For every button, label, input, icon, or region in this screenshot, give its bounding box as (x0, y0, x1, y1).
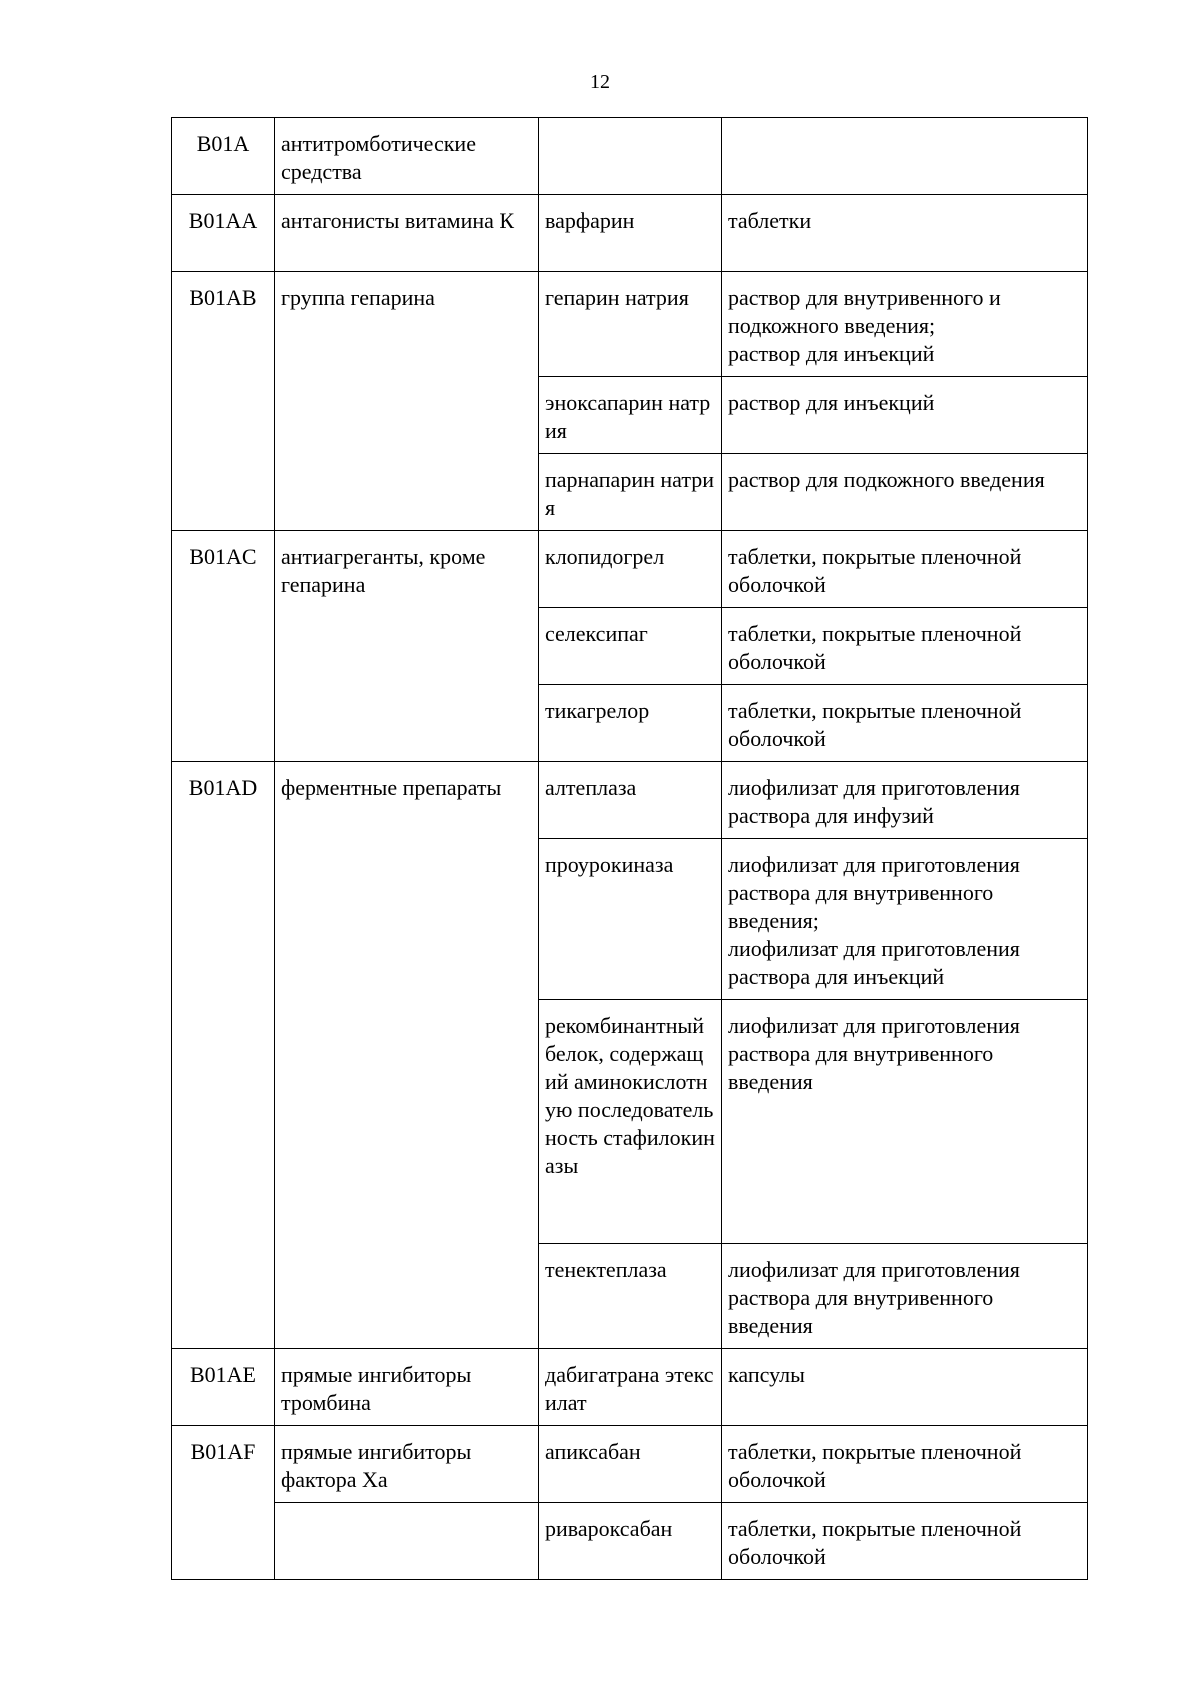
drug-name: парнапарин натрия (539, 454, 722, 531)
drug-name: ривароксабан (539, 1503, 722, 1580)
drug-name: гепарин натрия (539, 272, 722, 377)
atc-code: B01AB (172, 272, 275, 531)
drug-name: эноксапарин натрия (539, 377, 722, 454)
dosage-form: таблетки, покрытые пленочной оболочкой (722, 531, 1088, 608)
group-name: прямые ингибиторы тромбина (275, 1349, 539, 1426)
group-name: антагонисты витамина К (275, 195, 539, 272)
dosage-form: таблетки (722, 195, 1088, 272)
dosage-form: раствор для инъекций (722, 377, 1088, 454)
dosage-form (722, 118, 1088, 195)
drug-name: тикагрелор (539, 685, 722, 762)
dosage-form: таблетки, покрытые пленочной оболочкой (722, 685, 1088, 762)
table-row (172, 531, 1088, 608)
drug-name: проурокиназа (539, 839, 722, 1000)
group-name: группа гепарина (275, 272, 539, 531)
atc-code: B01AF (172, 1426, 275, 1580)
atc-code: B01AD (172, 762, 275, 1349)
drug-name: дабигатрана этексилат (539, 1349, 722, 1426)
table-row (172, 1426, 1088, 1503)
table-row (172, 272, 1088, 377)
atc-code: B01AE (172, 1349, 275, 1426)
dosage-form: лиофилизат для приготовления раствора для внутривенного введения (722, 1000, 1088, 1244)
drug-name: апиксабан (539, 1426, 722, 1503)
atc-code: B01AC (172, 531, 275, 762)
group-name: антиагреганты, кроме гепарина (275, 531, 539, 762)
table-row (172, 1349, 1088, 1426)
dosage-form: раствор для подкожного введения (722, 454, 1088, 531)
group-name: ферментные препараты (275, 762, 539, 1349)
atc-code: B01A (172, 118, 275, 195)
drug-name: варфарин (539, 195, 722, 272)
dosage-form: лиофилизат для приготовления раствора для внутривенного введения (722, 1244, 1088, 1349)
table-row (172, 1503, 1088, 1580)
drug-name: тенектеплаза (539, 1244, 722, 1349)
group-name: прямые ингибиторы фактора Ха (275, 1426, 539, 1503)
drug-name (539, 118, 722, 195)
table-row (172, 762, 1088, 839)
group-name: антитромботические средства (275, 118, 539, 195)
dosage-form: таблетки, покрытые пленочной оболочкой (722, 1503, 1088, 1580)
table-row (172, 195, 1088, 272)
page-number: 12 (590, 71, 610, 93)
dosage-form: таблетки, покрытые пленочной оболочкой (722, 1426, 1088, 1503)
dosage-form: лиофилизат для приготовления раствора для внутривенного введения; лиофилизат для приготовления раствора для инъекций (722, 839, 1088, 1000)
dosage-form: таблетки, покрытые пленочной оболочкой (722, 608, 1088, 685)
drug-name: алтеплаза (539, 762, 722, 839)
dosage-form: лиофилизат для приготовления раствора для инфузий (722, 762, 1088, 839)
dosage-form: капсулы (722, 1349, 1088, 1426)
dosage-form: раствор для внутривенного и подкожного введения; раствор для инъекций (722, 272, 1088, 377)
group-name (275, 1503, 539, 1580)
atc-code: B01AA (172, 195, 275, 272)
table-row (172, 118, 1088, 195)
drug-name: селексипаг (539, 608, 722, 685)
drug-name: клопидогрел (539, 531, 722, 608)
drug-name: рекомбинантный белок, содержащий аминокислотную последовательность стафилокиназы (539, 1000, 722, 1244)
drug-table (171, 117, 1088, 1580)
